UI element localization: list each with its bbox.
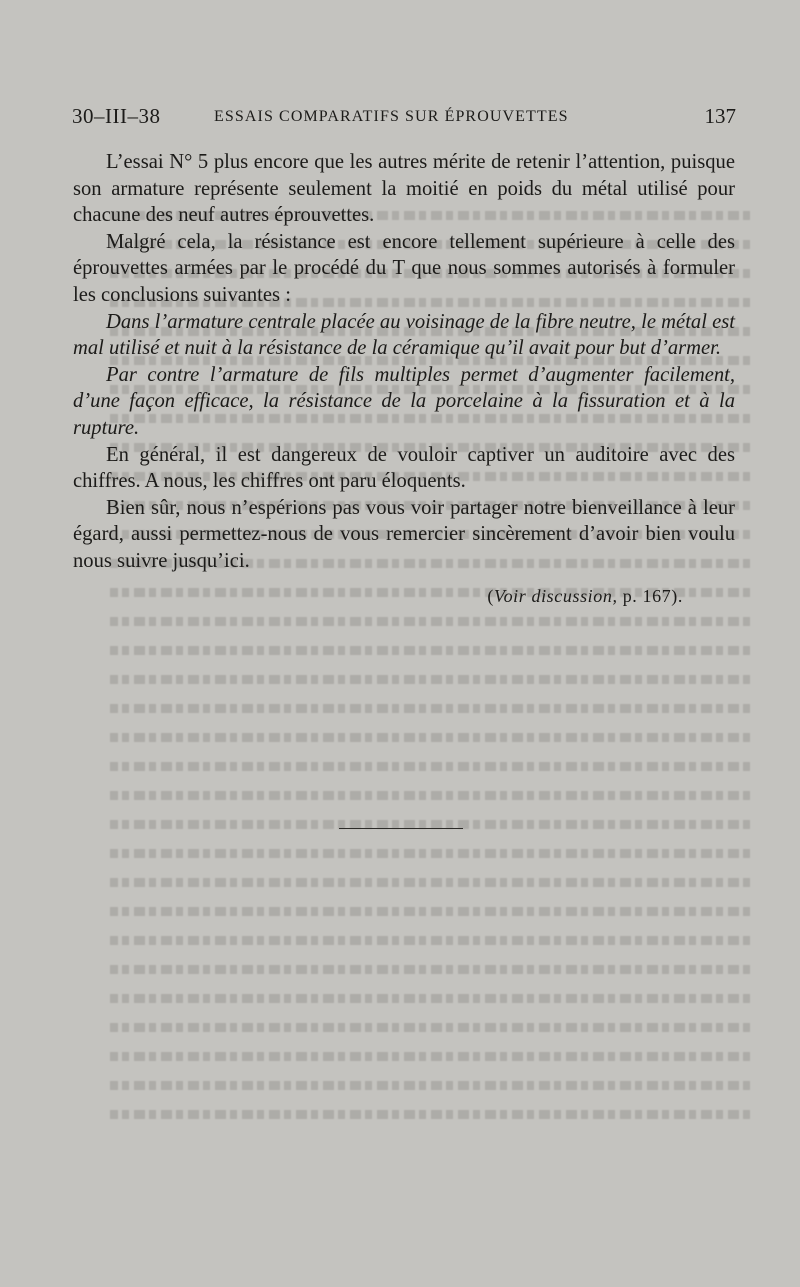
discussion-reference xyxy=(73,583,735,610)
conclusion-fils-multiples: Par contre l’armature de fils multiples permet d’augmenter facilement, d’une façon efficace, la résistance de la porcelaine à la fissuration et à la rupture. xyxy=(73,363,735,439)
closing-rule xyxy=(339,828,463,829)
body-text xyxy=(73,149,735,609)
reference-close-paren: ). xyxy=(671,585,683,606)
reference-open-paren: ( xyxy=(487,585,494,606)
page-number: 137 xyxy=(704,104,736,128)
running-head xyxy=(72,104,736,134)
paragraph-remerciements: Bien sûr, nous n’espérions pas vous voir partager notre bienveillance à leur égard, aussi permettez-nous de vous remercier sincèrement d’avoir bien voulu nous suivre jusqu’ici. xyxy=(73,496,735,572)
paragraph-essai-5: L’essai N° 5 plus encore que les autres mérite de retenir l’attention, puisque son armature représente seulement la moitié en poids du métal utilisé pour chacune des neuf autres éprouvettes. xyxy=(73,151,735,227)
conclusion-armature-centrale: Dans l’armature centrale placée au voisinage de la fibre neutre, le métal est mal utilisé et nuit à la résistance de la céramique qu’il avait pour but d’armer. xyxy=(73,310,735,360)
reference-page: p. 167 xyxy=(617,585,672,606)
paragraph-malgre-cela: Malgré cela, la résistance est encore tellement supérieure à celle des éprouvettes armées par le procédé du T que nous sommes autorisés à formuler les conclusions suivantes : xyxy=(73,230,735,306)
running-head-title: ESSAIS COMPARATIFS SUR ÉPROUVETTES xyxy=(214,108,569,125)
paragraph-en-general: En général, il est dangereux de vouloir captiver un auditoire avec des chiffres. A nous, les chiffres ont paru éloquents. xyxy=(73,443,735,493)
reference-label: Voir discussion, xyxy=(493,585,618,606)
running-head-date: 30–III–38 xyxy=(72,104,161,128)
